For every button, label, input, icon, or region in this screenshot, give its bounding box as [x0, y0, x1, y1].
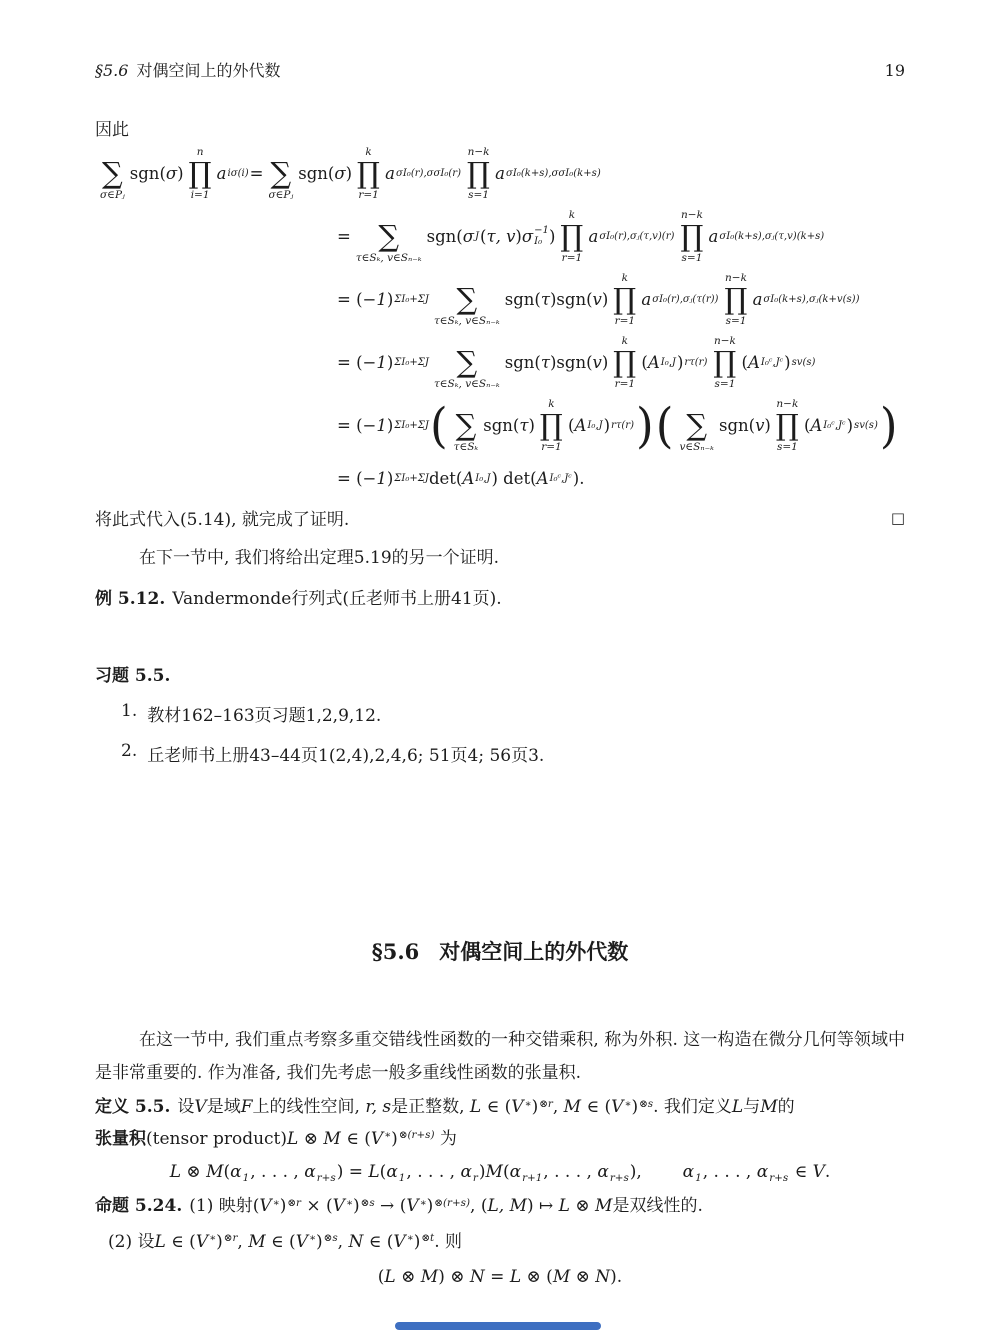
- exercise-item: [121, 741, 905, 766]
- intro-text: 因此: [95, 120, 129, 140]
- section-intro-paragraph: 在这一节中, 我们重点考察多重交错线性函数的一种交错乘积, 称为外积. 这一构造在微分几何等领域中是非常重要的. 作为准备, 我们先考虑一般多重线性函数的张量积.: [95, 1030, 905, 1083]
- qed-square-icon: □: [890, 508, 905, 527]
- example-text: Vandermonde行列式(丘老师书上册41页).: [172, 589, 502, 609]
- page-number: 19: [884, 61, 905, 80]
- derivation-equations: [95, 142, 905, 499]
- footer-progress-bar: [395, 1322, 601, 1330]
- definition-line2: 张量积(tensor product)L ⊗ M ∈ $(V^∗)^{\otimes(r+s)}$ 为: [95, 1128, 457, 1149]
- exercise-number: 2.: [121, 741, 138, 761]
- proposition-5-24: [95, 1191, 905, 1222]
- running-header-title: [95, 58, 280, 81]
- equation-line: ∑ σ∈Pⱼ sgn( σ ) n ∏ i=1 a iσ(i) = ∑ σ∈Pⱼ sgn( σ ) k ∏ r=1 a σI₀(r),σσI₀(r) n−k ∏ s=1 a σI₀(k+s),σσI₀(k+s): [100, 146, 601, 201]
- running-header: [95, 58, 905, 81]
- qed-line: [95, 505, 905, 530]
- section-heading-title: 对偶空间上的外代数: [439, 939, 629, 964]
- associativity-equation: (L ⊗ M) ⊗ N = L ⊗ (M ⊗ N).: [377, 1267, 623, 1288]
- equation-line: = ∑ τ∈Sₖ, v∈Sₙ₋ₖ sgn( σ J ( τ, v ) σ −1 I₀ ) k ∏ r=1 a σI₀(r),σⱼ(τ,v)(r) n−k ∏ s=1 a σI₀(k+s),σⱼ(τ,v)(k+s): [337, 209, 825, 264]
- exercises-label: 习题 5.5.: [95, 666, 171, 686]
- definition-5-5: [95, 1092, 905, 1123]
- running-header-section-number: §5.6: [95, 61, 129, 80]
- definition-label: 定义 5.5.: [95, 1097, 171, 1118]
- qed-text: 将此式代入(5.14), 就完成了证明.: [95, 510, 350, 530]
- equation-line: = ( −1 ) ΣI₀+ΣJ ( ∑ τ∈Sₖ sgn( τ ) k ∏ r=1 ( A I₀,J ) rτ(r) ) ( ∑ v∈Sₙ₋ₖ sgn( v ) n−k ∏ s=1 ( A I₀ᶜ,Jᶜ ) sv(s) ): [337, 397, 898, 453]
- equation-line: = ( −1 ) ΣI₀+ΣJ ∑ τ∈Sₖ, v∈Sₙ₋ₖ sgn( τ )sgn( v ) k ∏ r=1 a σI₀(r),σⱼ(τ(r)) n−k ∏ s=1 a σI₀(k+s),σⱼ(k+v(s)): [337, 272, 860, 327]
- equation-line: = ( −1 ) ΣI₀+ΣJ det( A I₀,J ) det( A I₀ᶜ,Jᶜ ).: [337, 468, 585, 488]
- exercise-number: 1.: [121, 701, 138, 721]
- definition-line1: 设V是域F上的线性空间, r, s是正整数, L ∈ $(V^∗)^{\otimes r}$, M ∈ $(V^∗)^{\otimes s}$. 我们定义L与M的: [177, 1097, 795, 1118]
- proposition-part2: (2) 设L ∈ $(V^∗)^{\otimes r}$, M ∈ $(V^∗)^{\otimes s}$, N ∈ $(V^∗)^{\otimes t}$. 则: [108, 1231, 462, 1252]
- equation-line: = ( −1 ) ΣI₀+ΣJ ∑ τ∈Sₖ, v∈Sₙ₋ₖ sgn( τ )sgn( v ) k ∏ r=1 ( A I₀,J ) rτ(r) n−k ∏ s=1 ( A I₀ᶜ,Jᶜ ) sv(s): [337, 335, 816, 390]
- section-heading-number: §5.6: [371, 939, 420, 964]
- section-heading: [95, 936, 905, 966]
- exercise-item: [121, 701, 905, 726]
- next-section-note: 在下一节中, 我们将给出定理5.19的另一个证明.: [139, 548, 500, 568]
- exercise-text: 丘老师书上册43–44页1(2,4),2,4,6; 51页4; 56页3.: [147, 746, 545, 766]
- proposition-part1: (1) 映射$(V^∗)^{\otimes r} \times (V^∗)^{\otimes s} \to (V^∗)^{\otimes(r+s)}$, (L, M) ↦ L ⊗ M是双线性的.: [189, 1196, 703, 1217]
- proposition-label: 命题 5.24.: [95, 1196, 183, 1217]
- exercise-text: 教材162–163页习题1,2,9,12.: [147, 706, 382, 726]
- tensor-product-equation: L ⊗ $M(\alpha_1$, . . . , $\alpha_{r+s}) = L(\alpha_1$, . . . , $\alpha_r)M(\alpha_{r+1}$, . . . , $\alpha_{r+s}$), $\alpha_1$, . . . , $\alpha_{r+s}$ ∈ V.: [169, 1162, 831, 1185]
- example-label: 例 5.12.: [95, 589, 166, 609]
- running-header-section-title: 对偶空间上的外代数: [136, 61, 281, 80]
- example-5-12: [95, 584, 905, 609]
